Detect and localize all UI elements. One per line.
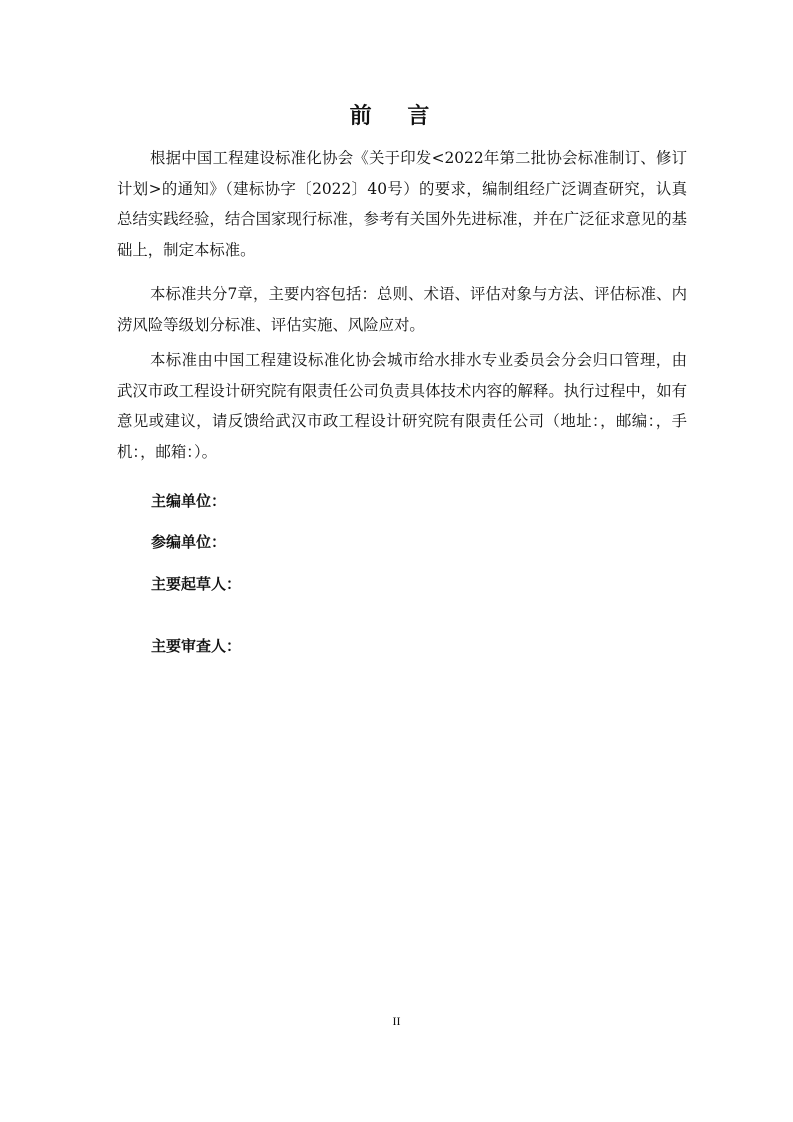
main-drafters-label: 主要起草人： <box>151 575 242 593</box>
participating-unit-label: 参编单位： <box>151 533 227 551</box>
paragraph-management: 本标准由中国工程建设标准化协会城市给水排水专业委员会分会归口管理，由武汉市政工程设计研究院有限责任公司负责具体技术内容的解释。执行过程中，如有意见或建议，请反馈给武汉市政工程设计研究院有限责任公司（地址：，邮编：，手机：，邮箱：）。 <box>117 351 687 461</box>
paragraph-basis: 根据中国工程建设标准化协会《关于印发<2022年第二批协会标准制订、修订计划>的通知》（建标协字〔2022〕40号）的要求，编制组经广泛调查研究，认真总结实践经验，结合国家现行标准，参考有关国外先进标准，并在广泛征求意见的基础上，制定本标准。 <box>117 149 687 259</box>
page-title: 前 言 <box>349 104 444 129</box>
main-reviewers-label: 主要审查人： <box>151 637 242 655</box>
chief-editor-unit-label: 主编单位： <box>151 492 227 510</box>
page-number: II <box>392 1014 401 1028</box>
paragraph-contents: 本标准共分7章，主要内容包括：总则、术语、评估对象与方法、评估标准、内涝风险等级划分标准、评估实施、风险应对。 <box>117 285 687 334</box>
